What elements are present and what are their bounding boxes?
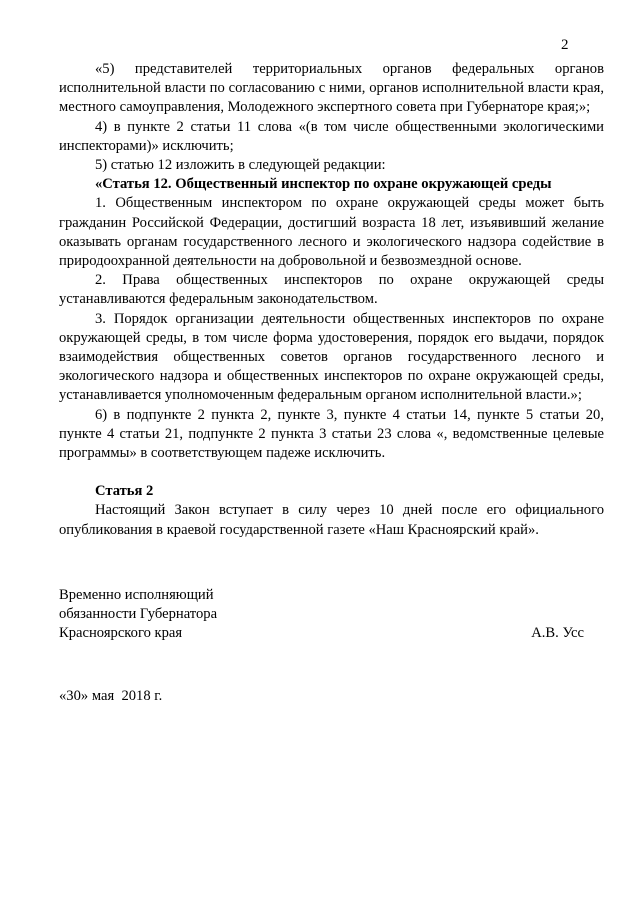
signature-title-line-2: обязанности Губернатора (59, 606, 218, 623)
article-12-clause-1: 1. Общественным инспектором по охране окружающей среды может быть гражданин Российской Федерации, достигший возраста 18 лет, изъявивший желание оказывать органам государственного лесного и экологического надзора содействие в природоохранной деятельности на добровольной и безвозмездной основе. (59, 195, 604, 270)
signature-title-line-1: Временно исполняющий (59, 587, 214, 603)
signature-block (59, 586, 584, 644)
article-12-heading: «Статья 12. Общественный инспектор по охране окружающей среды (95, 176, 552, 193)
page-number: 2 (561, 37, 569, 53)
paragraph-5-amendment: «5) представителей территориальных органов федеральных органов исполнительной власти по согласованию с ними, органов исполнительной власти края, местного самоуправления, Молодежного экспертного совета при Губернаторе края;»; (59, 61, 604, 116)
signature-title-line-3: Красноярского края (59, 625, 183, 642)
document-body (59, 60, 604, 540)
article-2-text: Настоящий Закон вступает в силу через 10 дней после его официального опубликования в краевой государственной газете «Наш Красноярский край». (59, 502, 604, 538)
article-12-clause-2: 2. Права общественных инспекторов по охране окружающей среды устанавливаются федеральным законодательством. (59, 272, 604, 308)
paragraph-6-amendment: 6) в подпункте 2 пункта 2, пункте 3, пункте 4 статьи 14, пункте 5 статьи 20, пункте 4 статьи 21, подпункте 2 пункта 3 статьи 23 слова «, ведомственные целевые программы» в соответствующем падеже исключить. (59, 406, 604, 462)
document-date: «30» мая 2018 г. (59, 688, 163, 704)
article-12-clause-3: 3. Порядок организации деятельности общественных инспекторов по охране окружающей среды, в том числе форма удостоверения, порядок его выдачи, порядок взаимодействия общественных советов органов государственного лесного и экологического надзора и общественных инспекторов по охране окружающей среды, устанавливается уполномоченным федеральным органом исполнительной власти.»; (59, 310, 604, 404)
signatory-name: А.В. Усс (531, 625, 584, 642)
article-2-heading: Статья 2 (95, 483, 154, 500)
paragraph-4-article-11: 4) в пункте 2 статьи 11 слова «(в том числе общественными экологическими инспекторами)» исключить; (59, 118, 604, 154)
paragraph-5-article-12: 5) статью 12 изложить в следующей редакции: (95, 157, 386, 174)
